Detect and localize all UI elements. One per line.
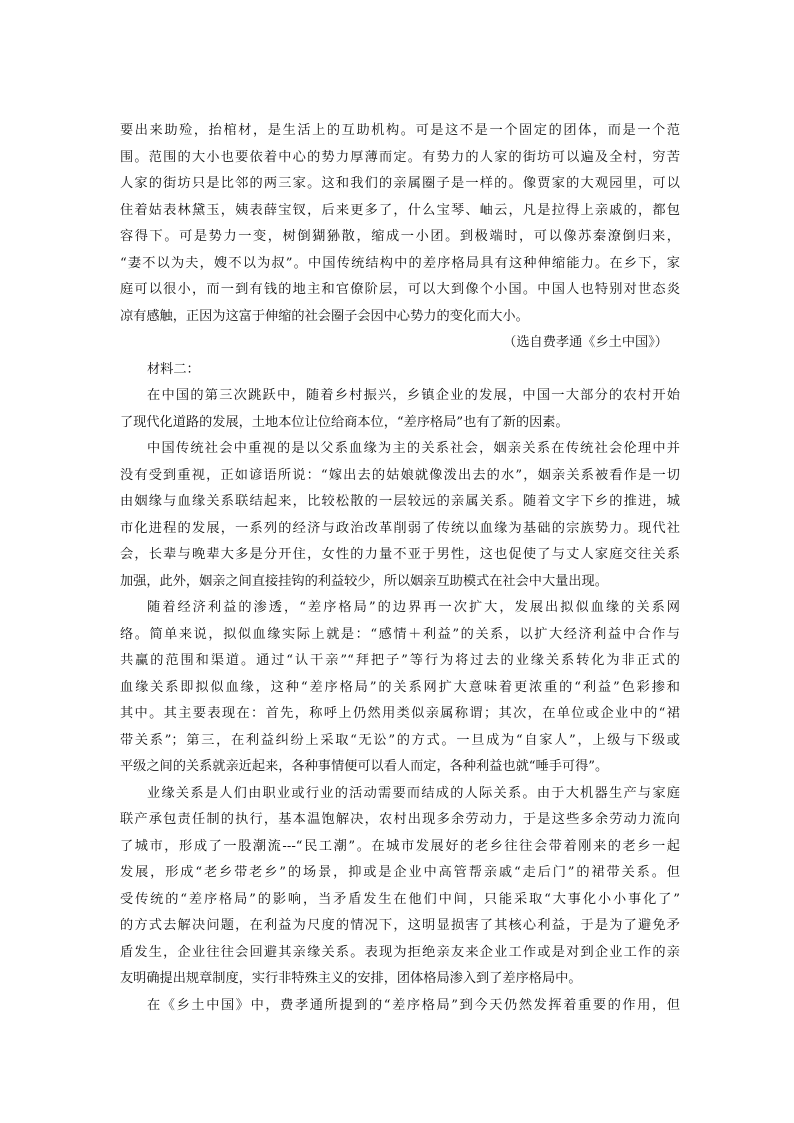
text-line: 络。简单来说，拟似血缘实际上就是：“感情＋利益”的关系，以扩大经济利益中合作与 bbox=[120, 626, 680, 642]
text-line: “妻不以为夫，嫂不以为叔”。中国传统结构中的差序格局具有这种伸缩能力。在乡下，家 bbox=[120, 255, 680, 271]
text-line: 血缘关系即拟似血缘，这种“差序格局”的关系网扩大意味着更浓重的“利益”色彩掺和 bbox=[120, 679, 680, 695]
paragraph-6 bbox=[120, 993, 680, 1020]
paragraph-1 bbox=[120, 118, 680, 330]
article-body bbox=[120, 118, 680, 1019]
text-line: 人家的街坊只是比邻的两三家。这和我们的亲属圈子是一样的。像贾家的大观园里，可以 bbox=[120, 176, 680, 191]
text-line: 联产承包责任制的执行，基本温饱解决，农村出现多余劳动力，于是这些多余劳动力流向 bbox=[120, 812, 680, 827]
paragraph-3 bbox=[120, 436, 680, 595]
text-line: 的方式去解决问题，在利益为尺度的情况下，这明显损害了其核心利益，于是为了避免矛 bbox=[120, 918, 680, 933]
text-line: 凉有感触，正因为这富于伸缩的社会圈子会因中心势力的变化而大小。 bbox=[120, 308, 529, 324]
text-line: 由姻缘与血缘关系联结起来，比较松散的一层较远的亲属关系。随着文字下乡的推进，城 bbox=[120, 494, 680, 509]
text-line: 带关系”；第三，在利益纠纷上采取“无讼”的方式。一旦成为“自家人”，上级与下级或 bbox=[120, 732, 680, 748]
text-line: 了城市，形成了一股潮流---“民工潮”。在城市发展好的老乡往往会带着刚来的老乡一起 bbox=[120, 838, 680, 854]
text-line: 中国传统社会中重视的是以父系血缘为主的关系社会，姻亲关系在传统社会伦理中并 bbox=[147, 441, 680, 456]
paragraph-4 bbox=[120, 595, 680, 781]
source-attribution: （选自费孝通《乡土中国》） bbox=[503, 335, 668, 350]
text-line: 会，长辈与晚辈大多是分开住，女性的力量不亚于男性，这也促使了与丈人家庭交往关系 bbox=[120, 547, 680, 562]
text-line: 在《乡土中国》中，费孝通所提到的“差序格局”到今天仍然发挥着重要的作用，但 bbox=[147, 997, 680, 1013]
text-line: 盾发生，企业往往会回避其亲缘关系。表现为拒绝亲友来企业工作或是对到企业工作的亲 bbox=[120, 944, 680, 960]
text-line: 共赢的范围和渠道。通过“认干亲”“拜把子”等行为将过去的业缘关系转化为非正式的 bbox=[120, 653, 680, 668]
text-line: 市化进程的发展，一系列的经济与政治改革削弱了传统以血缘为基础的宗族势力。现代社 bbox=[120, 520, 680, 536]
text-line: 要出来助殓，抬棺材，是生活上的互助机构。可是这不是一个固定的团体，而是一个范 bbox=[120, 123, 680, 138]
text-line: 其中。其主要表现在：首先，称呼上仍然用类似亲属称谓；其次，在单位或企业中的“裙 bbox=[120, 706, 680, 721]
paragraph-2 bbox=[120, 383, 680, 436]
text-line: 友明确提出规章制度，实行非特殊主义的安排，团体格局渗入到了差序格局中。 bbox=[120, 971, 582, 986]
paragraph-5 bbox=[120, 781, 680, 993]
text-line: 平级之间的关系就亲近起来，各种事情便可以看人而定，各种利益也就“唾手可得”。 bbox=[120, 759, 609, 774]
text-line: 业缘关系是人们由职业或行业的活动需要而结成的人际关系。由于大机器生产与家庭 bbox=[147, 785, 680, 801]
text-line: 没有受到重视，正如谚语所说：“嫁出去的姑娘就像泼出去的水”，姻亲关系被看作是一切 bbox=[120, 467, 680, 483]
text-line: 容得下。可是势力一变，树倒猢狲散，缩成一小团。到极端时，可以像苏秦潦倒归来， bbox=[120, 229, 680, 244]
text-line: 住着姑表林黛玉，姨表薛宝钗，后来更多了，什么宝琴、岫云，凡是拉得上亲戚的，都包 bbox=[120, 202, 680, 218]
text-line: 加强，此外，姻亲之间直接挂钩的利益较少，所以姻亲互助模式在社会中大量出现。 bbox=[120, 573, 608, 589]
text-line: 围。范围的大小也要依着中心的势力厚薄而定。有势力的人家的街坊可以遍及全村，穷苦 bbox=[120, 149, 680, 165]
section-heading: 材料二： bbox=[147, 361, 200, 377]
text-line: 在中国的第三次跳跃中，随着乡村振兴，乡镇企业的发展，中国一大部分的农村开始 bbox=[147, 388, 680, 403]
text-line: 发展，形成“老乡带老乡”的场景，抑或是企业中高管帮亲戚“走后门”的裙带关系。但 bbox=[120, 865, 680, 880]
text-line: 随着经济利益的渗透，“差序格局”的边界再一次扩大，发展出拟似血缘的关系网 bbox=[147, 600, 680, 615]
text-line: 了现代化道路的发展，土地本位让位给商本位，“差序格局”也有了新的因素。 bbox=[120, 414, 569, 430]
text-line: 庭可以很小，而一到有钱的地主和官僚阶层，可以大到像个小国。中国人也特别对世态炎 bbox=[120, 282, 680, 297]
text-line: 受传统的“差序格局”的影响，当矛盾发生在他们中间，只能采取“大事化小小事化了” bbox=[120, 891, 680, 907]
